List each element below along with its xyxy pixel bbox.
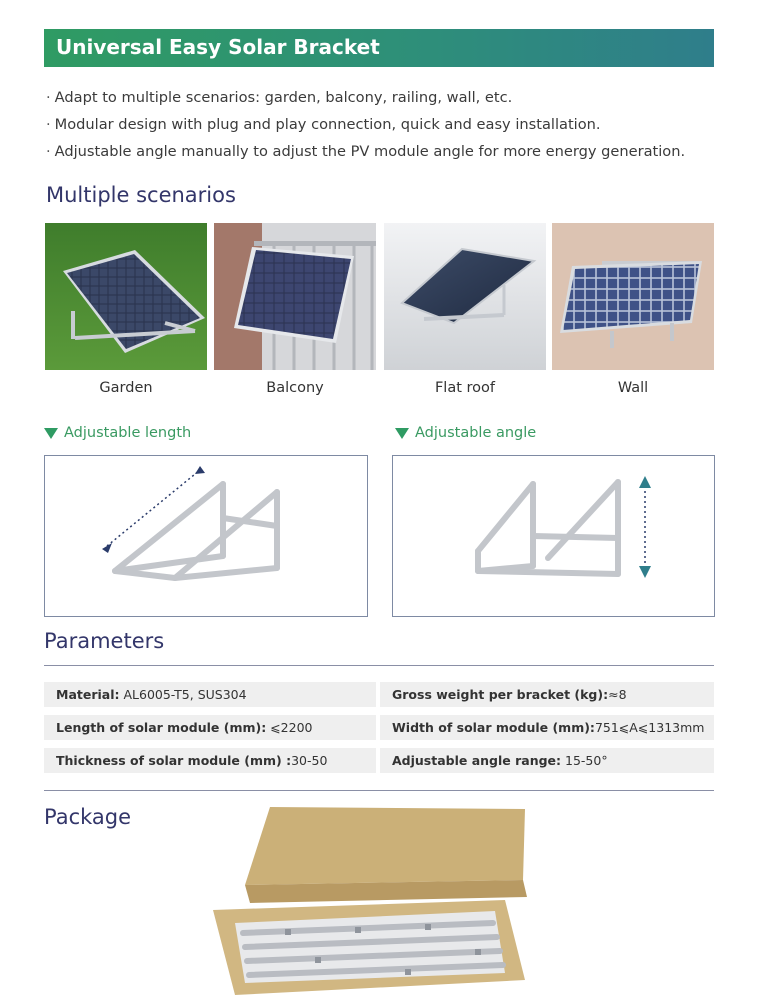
feature-text: Adapt to multiple scenarios: garden, balcony, railing, wall, etc. [54, 89, 513, 106]
param-value: ≈8 [608, 687, 627, 702]
scenario-caption-wall: Wall [617, 380, 649, 396]
triangle-down-icon [44, 428, 58, 439]
parameters-heading: Parameters [44, 629, 165, 653]
param-row-module-thickness [44, 748, 376, 773]
param-value: 30-50 [291, 753, 328, 768]
param-label: Adjustable angle range: [392, 753, 562, 768]
scenario-image-flat-roof [384, 223, 546, 370]
adjustable-length-label [44, 425, 191, 441]
title-banner [44, 29, 714, 67]
package-heading: Package [44, 805, 132, 829]
feature-list [46, 84, 726, 165]
param-row-module-length [44, 715, 376, 740]
divider [44, 790, 714, 791]
param-label: Length of solar module (mm): [56, 720, 267, 735]
adjustable-length-text: Adjustable length [64, 425, 192, 441]
param-value: ⩽2200 [266, 720, 313, 735]
scenario-caption-balcony: Balcony [266, 380, 324, 396]
param-label: Thickness of solar module (mm) : [56, 753, 292, 768]
divider [44, 665, 714, 666]
bullet-dot: · [46, 143, 51, 160]
adjustable-angle-diagram [392, 455, 715, 617]
param-label: Material: [56, 687, 120, 702]
param-row-angle-range [380, 748, 714, 773]
param-value: 751⩽A⩽1313mm [594, 720, 705, 735]
adjustable-angle-label [395, 425, 536, 441]
feature-item [46, 84, 726, 111]
feature-item [46, 111, 726, 138]
param-row-material [44, 682, 376, 707]
scenario-image-balcony [214, 223, 376, 370]
feature-text: Modular design with plug and play connection, quick and easy installation. [54, 116, 601, 133]
param-label: Gross weight per bracket (kg): [392, 687, 609, 702]
scenario-image-wall [552, 223, 714, 370]
param-value: AL6005-T5, SUS304 [119, 687, 247, 702]
page-title: Universal Easy Solar Bracket [56, 35, 380, 59]
param-label: Width of solar module (mm): [392, 720, 595, 735]
scenario-caption-flat-roof: Flat roof [434, 380, 496, 396]
triangle-down-icon [395, 428, 409, 439]
param-value: 15-50° [561, 753, 608, 768]
feature-item [46, 138, 726, 165]
scenario-image-garden [45, 223, 207, 370]
package-image [205, 805, 540, 995]
bullet-dot: · [46, 116, 51, 133]
adjustable-angle-text: Adjustable angle [415, 425, 537, 441]
feature-text: Adjustable angle manually to adjust the PV module angle for more energy generation. [54, 143, 686, 160]
scenarios-heading: Multiple scenarios [46, 183, 236, 207]
adjustable-length-diagram [44, 455, 368, 617]
param-row-gross-weight [380, 682, 714, 707]
param-row-module-width [380, 715, 714, 740]
bullet-dot: · [46, 89, 51, 106]
scenario-caption-garden: Garden [99, 380, 153, 396]
